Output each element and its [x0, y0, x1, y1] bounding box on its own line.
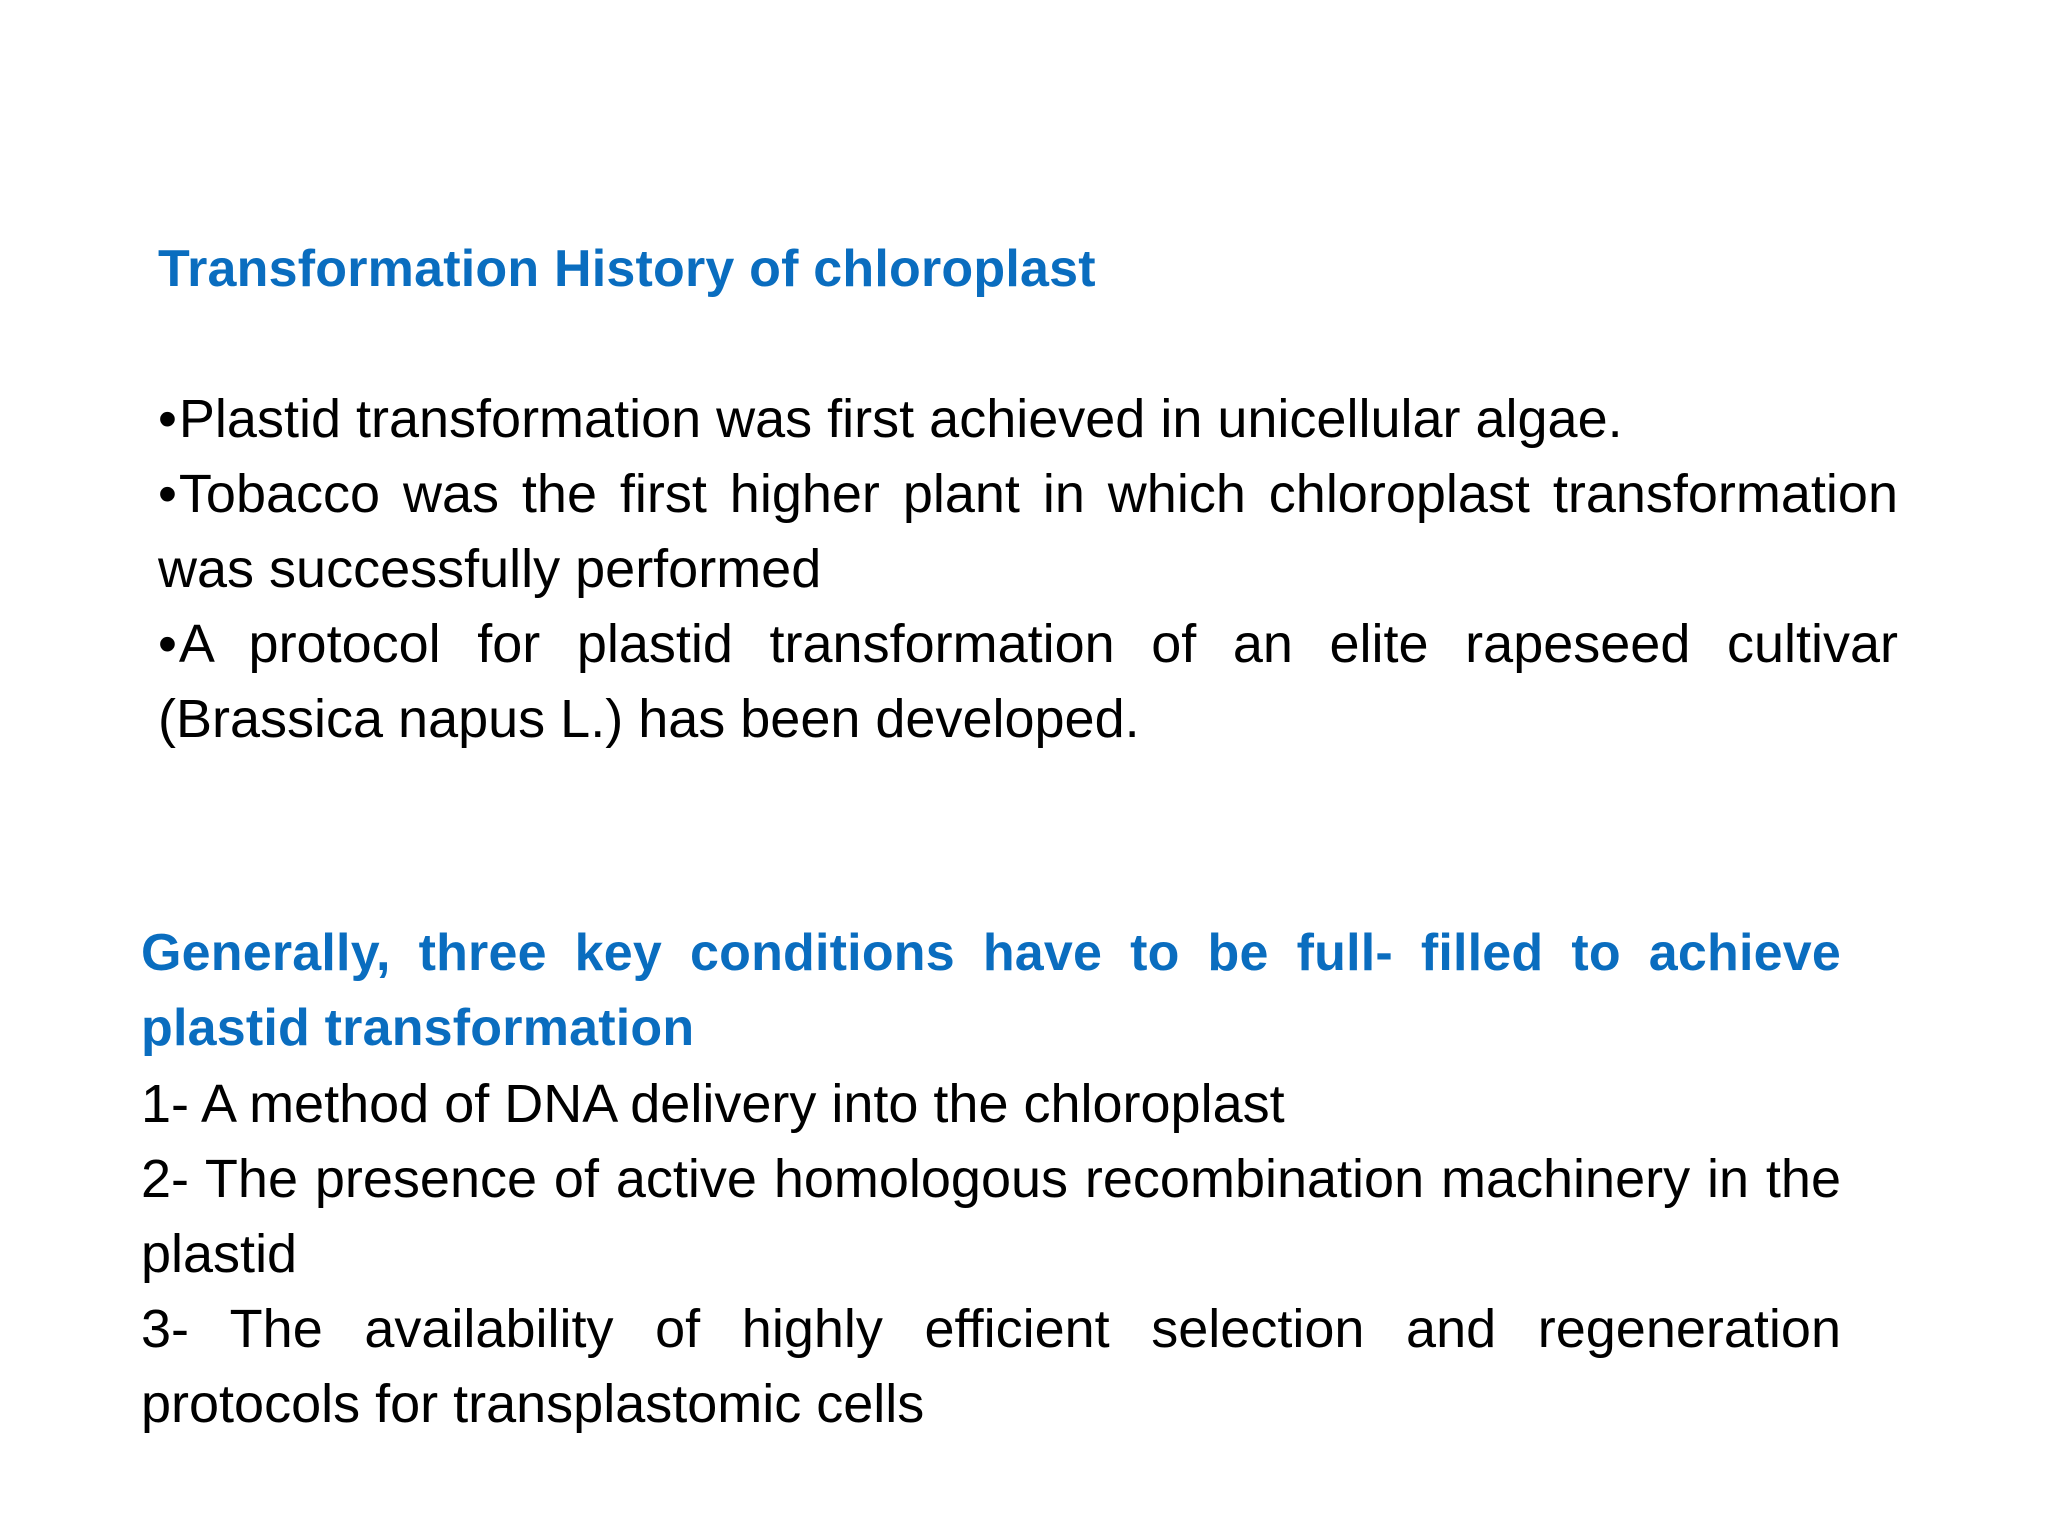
condition-item: 3- The availability of highly efficient selection and regeneration protocols for transplastomic cells — [141, 1298, 1841, 1434]
bullet-icon: • — [158, 614, 177, 675]
conditions-heading: Generally, three key conditions have to be full- filled to achieve plastid transformation — [141, 924, 1841, 1058]
bullet-text: Plastid transformation was first achieved in unicellular algae. — [178, 389, 1623, 450]
history-section — [158, 232, 1898, 757]
bullet-icon: • — [158, 389, 177, 450]
bullet-icon: • — [158, 464, 177, 525]
condition-item: 1- A method of DNA delivery into the chloroplast — [141, 1073, 1285, 1134]
bullet-item — [158, 382, 1898, 457]
history-heading: Transformation History of chloroplast — [158, 240, 1096, 298]
condition-item: 2- The presence of active homologous recombination machinery in the plastid — [141, 1148, 1841, 1284]
bullet-item — [158, 607, 1898, 757]
bullet-text: A protocol for plastid transformation of an elite rapeseed cultivar (Brassica napus L.) has been developed. — [158, 614, 1898, 750]
conditions-section — [141, 916, 1841, 1442]
bullet-item — [158, 457, 1898, 607]
bullet-text: Tobacco was the first higher plant in which chloroplast transformation was successfully performed — [158, 464, 1898, 600]
spacer — [158, 307, 1898, 382]
